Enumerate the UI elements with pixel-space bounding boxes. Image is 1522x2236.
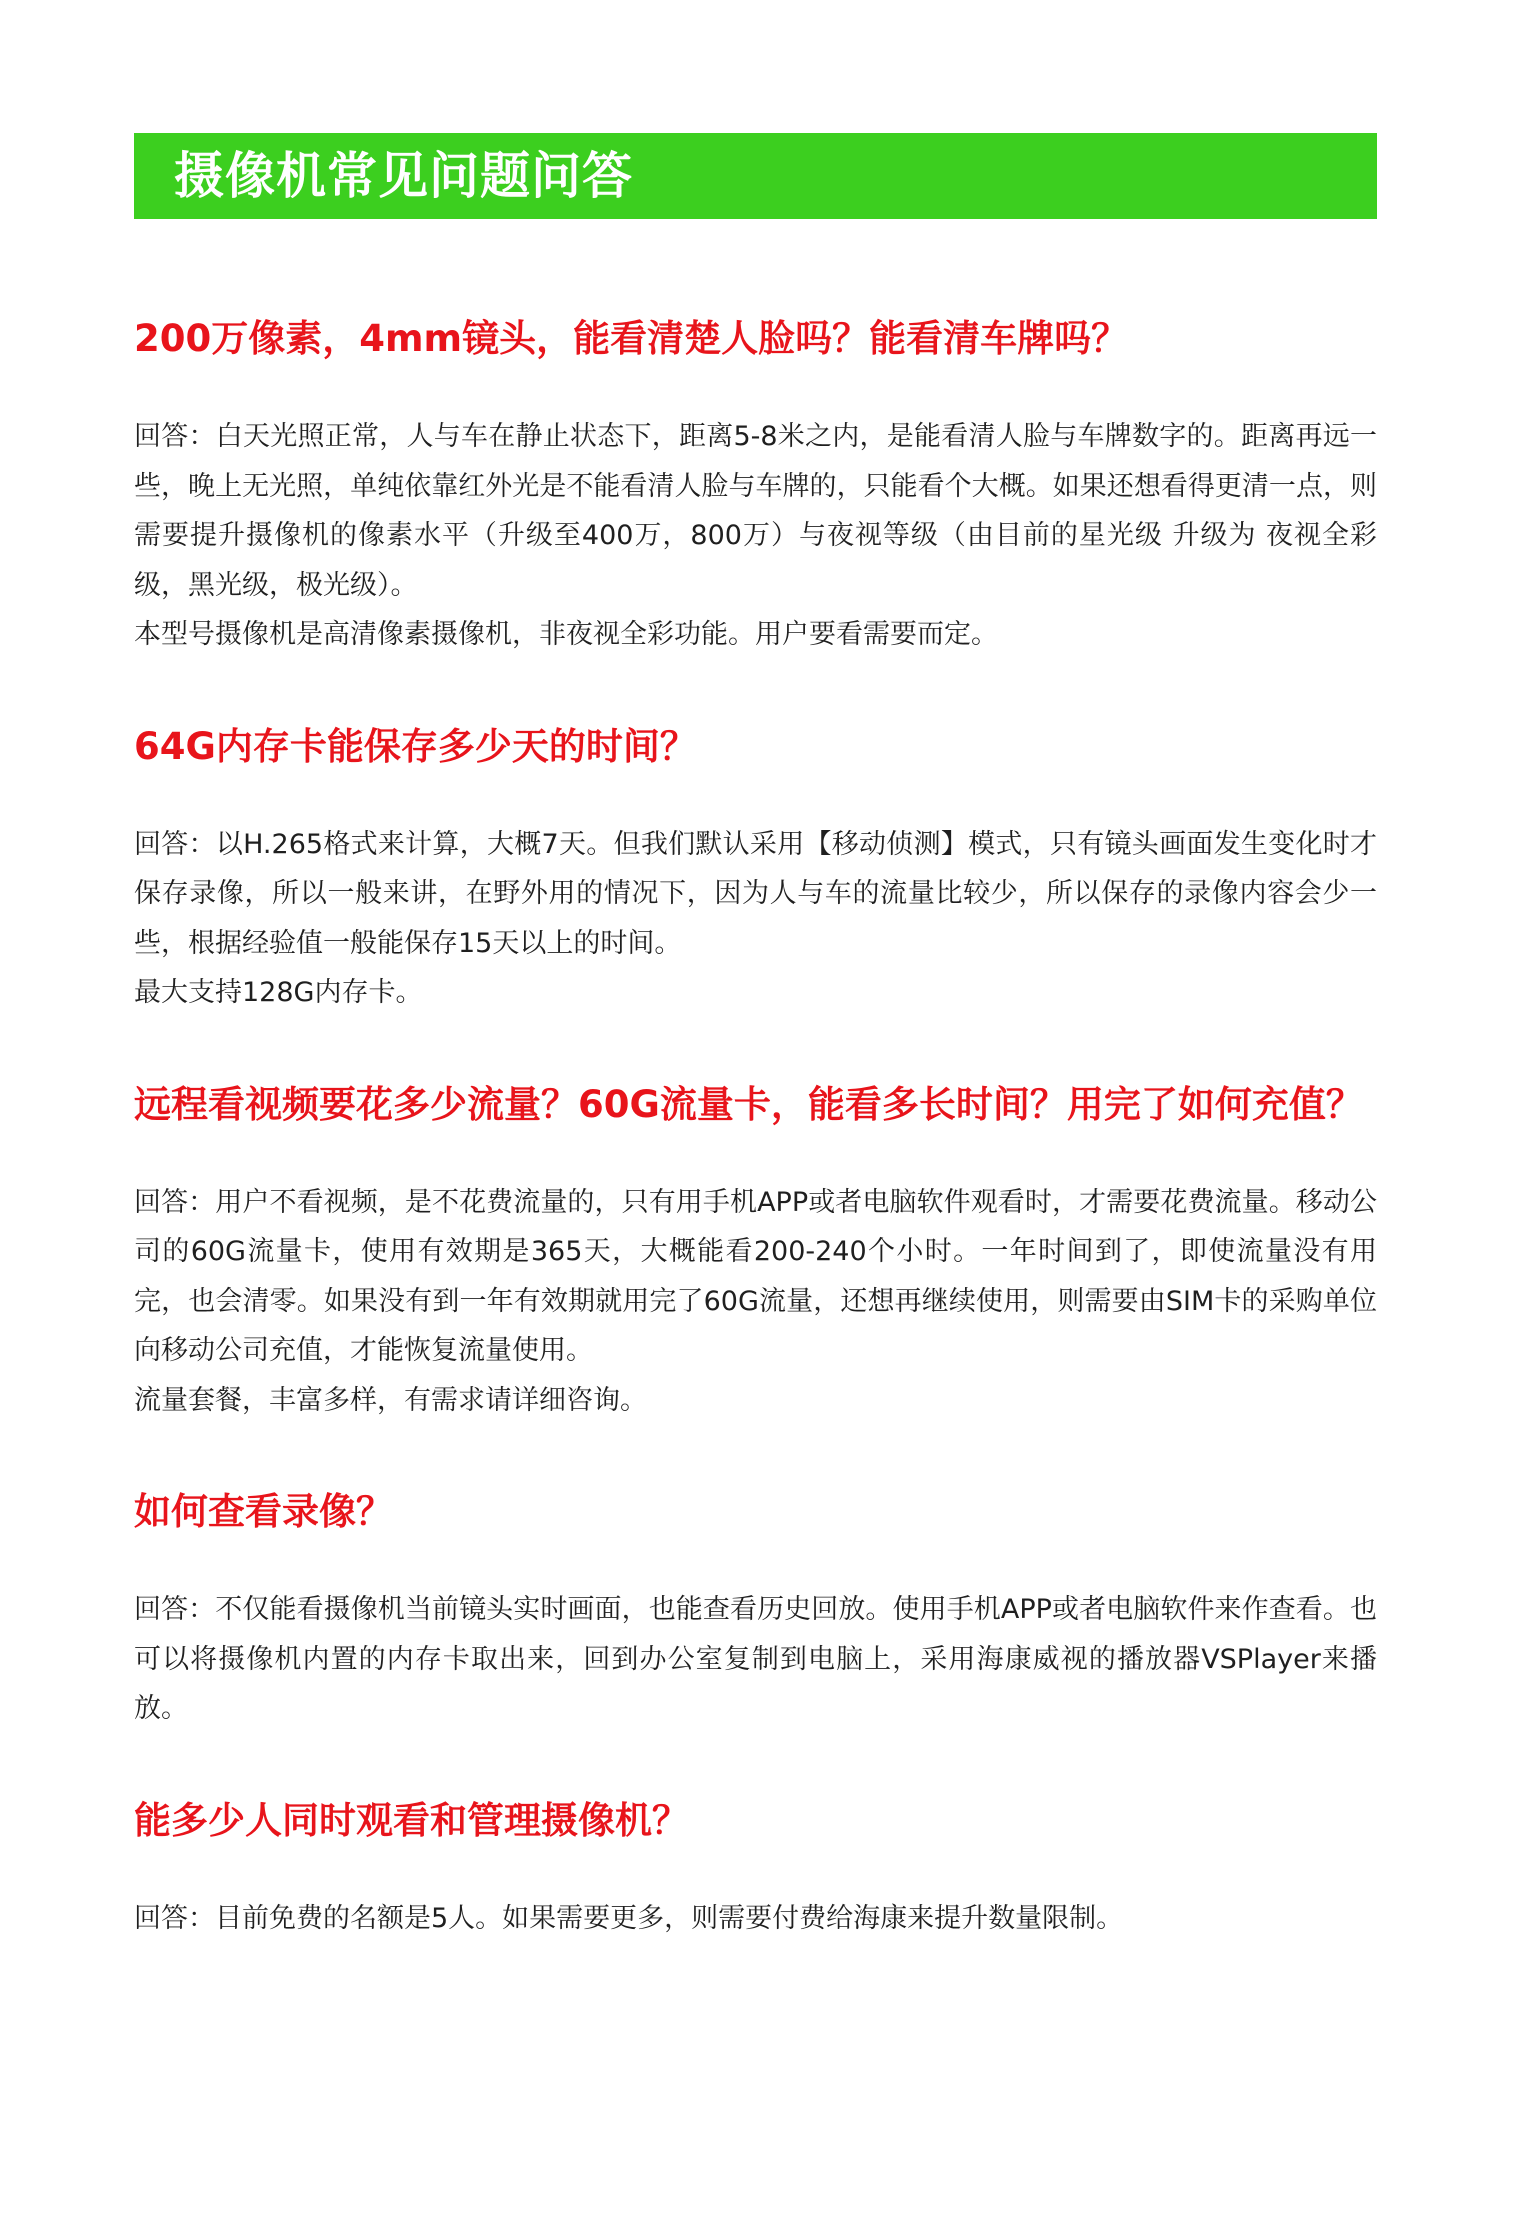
qa-item <box>134 722 1377 1018</box>
answer-paragraph: 回答：目前免费的名额是5人。如果需要更多，则需要付费给海康来提升数量限制。 <box>134 1902 1124 1934</box>
qa-item <box>134 314 1377 660</box>
document-page <box>134 133 1377 2005</box>
answer-paragraph: 本型号摄像机是高清像素摄像机，非夜视全彩功能。用户要看需要而定。 <box>134 619 998 650</box>
qa-item <box>134 1080 1377 1426</box>
qa-item <box>134 1487 1377 1734</box>
qa-item <box>134 1796 1377 1944</box>
question-heading: 远程看视频要花多少流量？60G流量卡，能看多长时间？用完了如何充值？ <box>134 1082 1363 1126</box>
qa-list <box>134 314 1377 1943</box>
answer-paragraph: 流量套餐，丰富多样，有需求请详细咨询。 <box>134 1384 647 1416</box>
answer-block <box>134 412 1377 660</box>
answer-block <box>134 1178 1377 1426</box>
answer-paragraph: 回答：不仅能看摄像机当前镜头实时画面，也能查看历史回放。使用手机APP或者电脑软件来作查看。也可以将摄像机内置的内存卡取出来，回到办公室复制到电脑上，采用海康威视的播放器VSPlayer来播放。 <box>134 1594 1377 1724</box>
answer-block <box>134 820 1377 1018</box>
document-title: 摄像机常见问题问答 <box>174 147 633 205</box>
question-heading: 能多少人同时观看和管理摄像机？ <box>134 1798 689 1842</box>
answer-paragraph: 最大支持128G内存卡。 <box>134 977 423 1008</box>
question-heading: 200万像素，4mm镜头，能看清楚人脸吗？能看清车牌吗？ <box>134 317 1129 360</box>
question-heading: 64G内存卡能保存多少天的时间？ <box>134 724 697 768</box>
title-banner <box>134 133 1377 219</box>
answer-paragraph: 回答：用户不看视频，是不花费流量的，只有用手机APP或者电脑软件观看时，才需要花费流量。移动公司的60G流量卡，使用有效期是365天，大概能看200-240个小时。一年时间到了，即使流量没有用完，也会清零。如果没有到一年有效期就用完了60G流量，还想再继续使用，则需要由SIM卡的采购单位向移动公司充值，才能恢复流量使用。 <box>134 1186 1377 1366</box>
question-heading: 如何查看录像？ <box>134 1490 393 1533</box>
answer-block <box>134 1894 1377 1944</box>
answer-paragraph: 回答：以H.265格式来计算，大概7天。但我们默认采用【移动侦测】模式，只有镜头画面发生变化时才保存录像，所以一般来讲，在野外用的情况下，因为人与车的流量比较少，所以保存的录像内容会少一些，根据经验值一般能保存15天以上的时间。 <box>134 828 1377 959</box>
answer-paragraph: 回答：白天光照正常，人与车在静止状态下，距离5-8米之内，是能看清人脸与车牌数字的。距离再远一些，晚上无光照，单纯依靠红外光是不能看清人脸与车牌的，只能看个大概。如果还想看得更清一点，则需要提升摄像机的像素水平（升级至400万，800万）与夜视等级（由目前的星光级 升级为 夜视全彩级，黑光级，极光级）。 <box>134 421 1377 601</box>
answer-block <box>134 1585 1377 1734</box>
